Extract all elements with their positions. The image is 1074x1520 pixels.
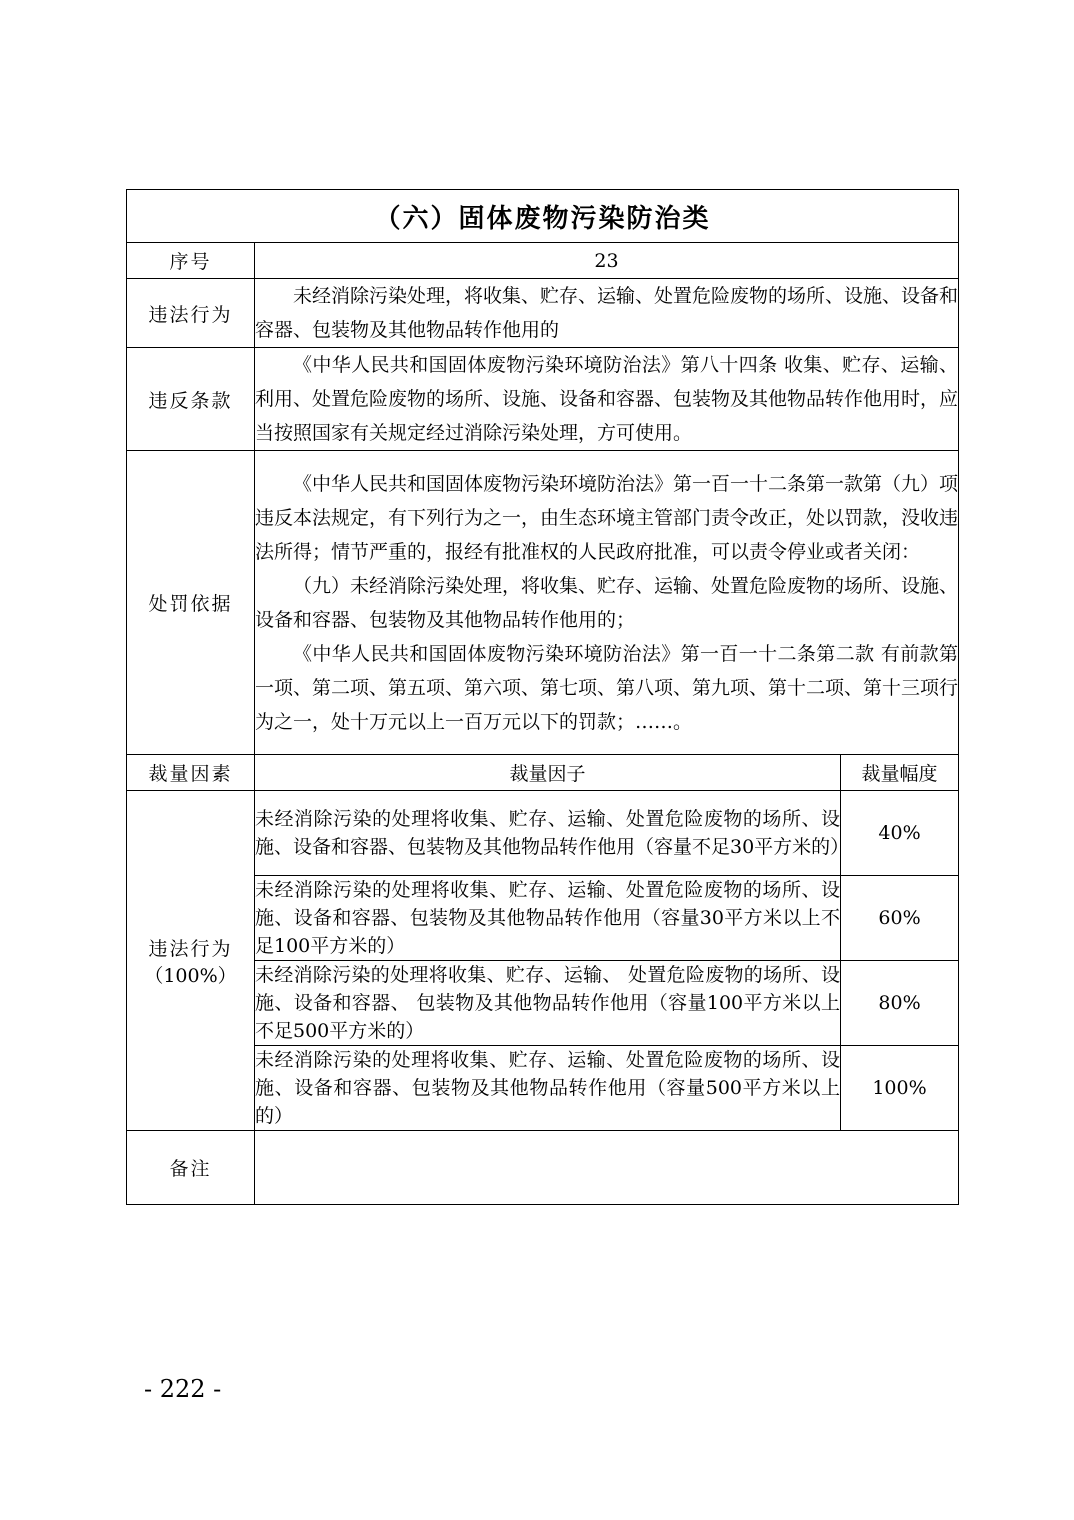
discretion-group-label (127, 791, 255, 1131)
penalty-basis-para: 《中华人民共和国固体废物污染环境防治法》第一百一十二条第二款 有前款第一项、第二项、第五项、第六项、第七项、第八项、第九项、第十二项、第十三项行为之一，处十万元以上一百万元以下的罚款；……。 (255, 642, 959, 733)
remarks-value (255, 1131, 959, 1205)
page-number: - 222 - (144, 1375, 222, 1403)
violation-cell (255, 279, 959, 348)
discretion-range-value: 80% (841, 961, 959, 1046)
discretion-range-header: 裁量幅度 (841, 755, 959, 791)
discretion-factor-text: 未经消除污染的处理将收集、贮存、运输、处置危险废物的场所、设施、设备和容器、包装物及其他物品转作他用（容量不足30平方米的） (255, 791, 841, 876)
discretion-item-header: 裁量因子 (255, 755, 841, 791)
discretion-row (127, 791, 959, 876)
discretion-factor-header: 裁量因素 (127, 755, 255, 791)
penalty-basis-para: 《中华人民共和国固体废物污染环境防治法》第一百一十二条第一款第（九）项 违反本法规定，有下列行为之一，由生态环境主管部门责令改正，处以罚款，没收违法所得；情节严重的，报经有批准权的人民政府批准，可以责令停业或者关闭： (255, 472, 959, 563)
discretion-range-value: 60% (841, 876, 959, 961)
penalty-basis-label: 处罚依据 (127, 451, 255, 755)
violation-label: 违法行为 (127, 279, 255, 348)
discretion-range-value: 40% (841, 791, 959, 876)
violated-clause-cell (255, 348, 959, 451)
discretion-factor-text: 未经消除污染的处理将收集、贮存、运输、 处置危险废物的场所、设施、设备和容器、 包装物及其他物品转作他用（容量100平方米以上不足500平方米的） (255, 961, 841, 1046)
discretion-range-value: 100% (841, 1046, 959, 1131)
table-title: （六）固体废物污染防治类 (127, 190, 959, 243)
discretion-group-label-line1: 违法行为 (148, 937, 233, 960)
violated-clause-text: 《中华人民共和国固体废物污染环境防治法》第八十四条 收集、贮存、运输、利用、处置危险废物的场所、设施、设备和容器、包装物及其他物品转作他用时，应当按照国家有关规定经过消除污染处理，方可使用。 (255, 354, 959, 444)
serial-label: 序号 (127, 243, 255, 279)
serial-value: 23 (255, 243, 959, 279)
penalty-basis-para: （九）未经消除污染处理，将收集、贮存、运输、处置危险废物的场所、设施、设备和容器、包装物及其他物品转作他用的； (255, 574, 959, 631)
violation-text: 未经消除污染处理，将收集、贮存、运输、处置危险废物的场所、设施、设备和容器、包装物及其他物品转作他用的 (255, 285, 959, 341)
penalty-table (126, 189, 959, 1205)
penalty-basis-cell (255, 451, 959, 755)
discretion-group-label-line2: （100%） (144, 964, 237, 987)
discretion-factor-text: 未经消除污染的处理将收集、贮存、运输、处置危险废物的场所、设施、设备和容器、包装物及其他物品转作他用（容量30平方米以上不足100平方米的） (255, 876, 841, 961)
discretion-factor-text: 未经消除污染的处理将收集、贮存、运输、处置危险废物的场所、设施、设备和容器、包装物及其他物品转作他用（容量500平方米以上的） (255, 1046, 841, 1131)
violated-clause-label: 违反条款 (127, 348, 255, 451)
remarks-label: 备注 (127, 1131, 255, 1205)
